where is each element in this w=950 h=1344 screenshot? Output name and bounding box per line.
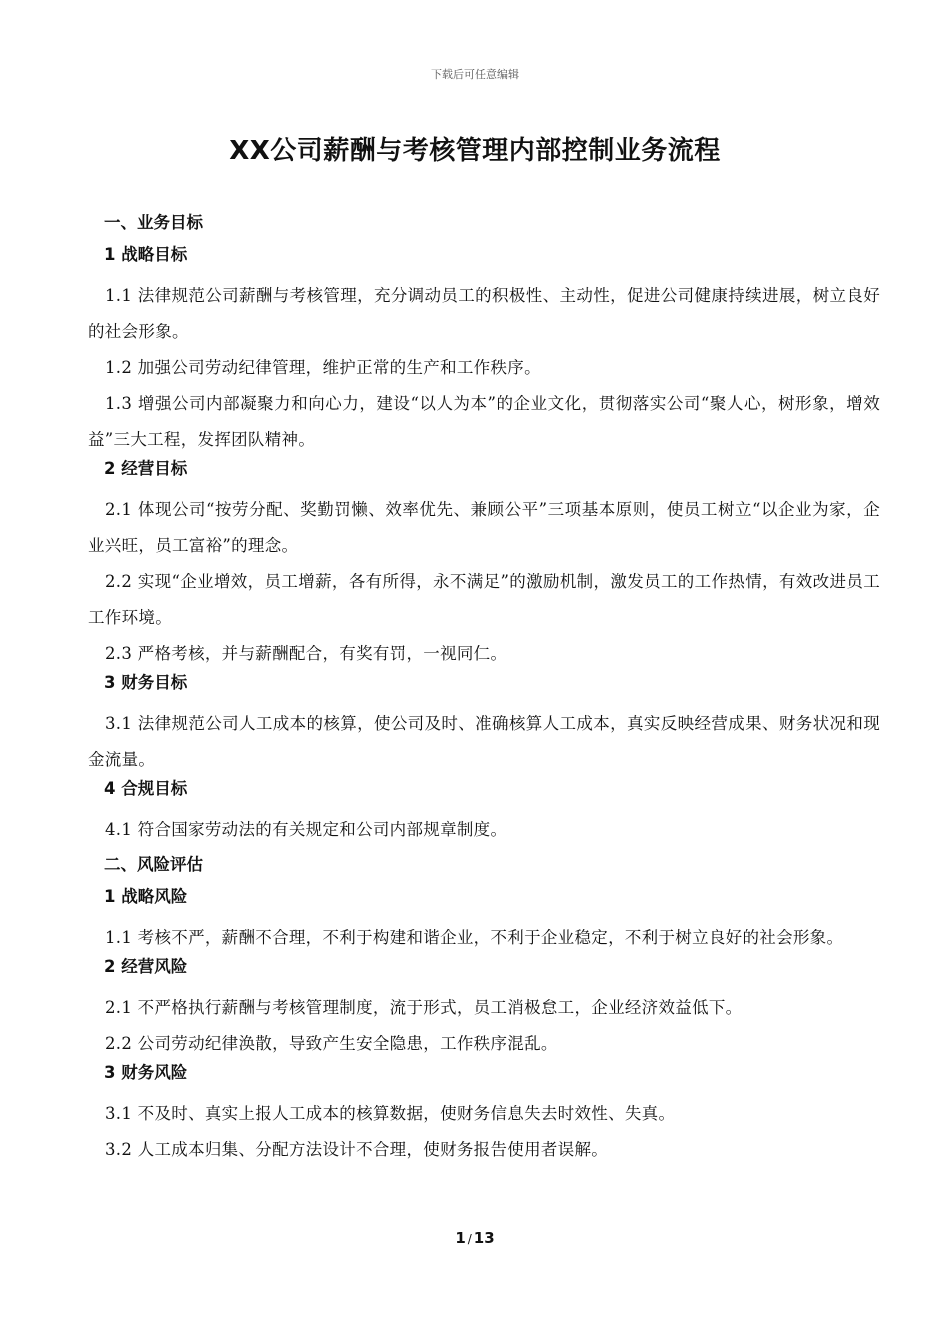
document-title: XX公司薪酬与考核管理内部控制业务流程 xyxy=(229,136,721,166)
paragraph: 1.1 考核不严，薪酬不合理，不利于构建和谐企业，不利于企业稳定，不利于树立良好的社会形象。 xyxy=(105,928,844,947)
paragraph: 3.1 法律规范公司人工成本的核算，使公司及时、准确核算人工成本，真实反映经营成果、财务状况和现金流量。 xyxy=(88,714,880,769)
subsection-heading: 2 经营目标 xyxy=(104,459,188,478)
paragraph: 1.3 增强公司内部凝聚力和向心力，建设“以人为本”的企业文化，贯彻落实公司“聚人心，树形象，增效益”三大工程，发挥团队精神。 xyxy=(88,394,880,449)
subsection-heading: 4 合规目标 xyxy=(104,779,188,798)
paragraph: 4.1 符合国家劳动法的有关规定和公司内部规章制度。 xyxy=(105,820,508,839)
document-body xyxy=(88,206,880,1168)
paragraph: 2.2 公司劳动纪律涣散，导致产生安全隐患，工作秩序混乱。 xyxy=(105,1034,558,1053)
subsection-heading: 1 战略风险 xyxy=(104,887,188,906)
paragraph: 1.1 法律规范公司薪酬与考核管理，充分调动员工的积极性、主动性，促进公司健康持续进展，树立良好的社会形象。 xyxy=(88,286,880,341)
paragraph: 2.1 不严格执行薪酬与考核管理制度，流于形式，员工消极怠工，企业经济效益低下。 xyxy=(105,998,743,1017)
total-pages: 13 xyxy=(473,1229,495,1247)
subsection-heading: 3 财务风险 xyxy=(104,1063,188,1082)
paragraph: 2.1 体现公司“按劳分配、奖勤罚懒、效率优先、兼顾公平”三项基本原则，使员工树立“以企业为家，企业兴旺，员工富裕”的理念。 xyxy=(88,500,880,555)
section-heading: 一、业务目标 xyxy=(104,213,203,232)
paragraph: 3.2 人工成本归集、分配方法设计不合理，使财务报告使用者误解。 xyxy=(105,1140,609,1159)
paragraph: 1.2 加强公司劳动纪律管理，维护正常的生产和工作秩序。 xyxy=(105,358,541,377)
paragraph: 2.2 实现“企业增效，员工增薪，各有所得，永不满足”的激励机制，激发员工的工作热情，有效改进员工工作环境。 xyxy=(88,572,880,627)
paragraph: 3.1 不及时、真实上报人工成本的核算数据，使财务信息失去时效性、失真。 xyxy=(105,1104,676,1123)
page-number xyxy=(0,1229,950,1247)
subsection-heading: 1 战略目标 xyxy=(104,245,188,264)
subsection-heading: 2 经营风险 xyxy=(104,957,188,976)
page-header: 下载后可任意编辑 xyxy=(431,68,519,81)
subsection-heading: 3 财务目标 xyxy=(104,673,188,692)
section-heading: 二、风险评估 xyxy=(104,855,203,874)
paragraph: 2.3 严格考核，并与薪酬配合，有奖有罚，一视同仁。 xyxy=(105,644,508,663)
page-separator: / xyxy=(467,1232,472,1246)
current-page: 1 xyxy=(455,1229,466,1247)
